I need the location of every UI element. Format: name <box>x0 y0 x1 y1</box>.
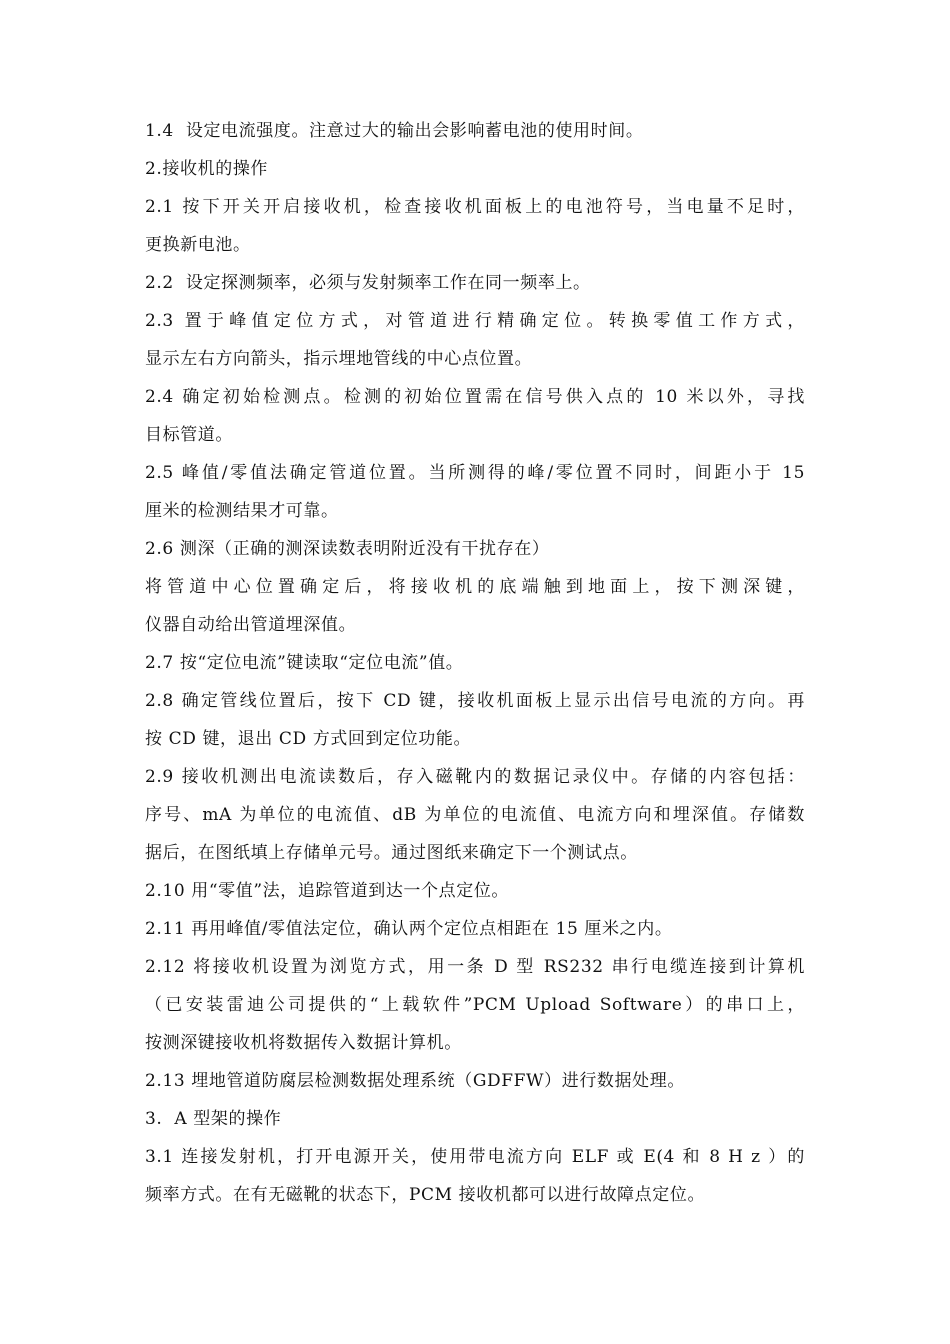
text-line: 据后，在图纸填上存储单元号。通过图纸来确定下一个测试点。 <box>145 843 638 863</box>
text-line: （已安装雷迪公司提供的“上载软件”PCM Upload Software）的串口上， <box>145 995 805 1015</box>
text-line: 厘米的检测结果才可靠。 <box>145 501 339 521</box>
text-line: 按测深键接收机将数据传入数据计算机。 <box>145 1033 462 1053</box>
text-line: 2.6 测深（正确的测深读数表明附近没有干扰存在） <box>145 539 550 559</box>
section-heading: 3. A 型架的操作 <box>145 1109 282 1129</box>
text-line: 2.8 确定管线位置后，按下 CD 键，接收机面板上显示出信号电流的方向。再 <box>145 691 805 711</box>
text-line: 2.4 确定初始检测点。检测的初始位置需在信号供入点的 10 米以外，寻找 <box>145 387 805 407</box>
text-line: 2.13 埋地管道防腐层检测数据处理系统（GDFFW）进行数据处理。 <box>145 1071 685 1091</box>
text-line: 更换新电池。 <box>145 235 251 255</box>
text-line: 显示左右方向箭头，指示埋地管线的中心点位置。 <box>145 349 533 369</box>
text-line: 目标管道。 <box>145 425 233 445</box>
text-line: 2.7 按“定位电流”键读取“定位电流”值。 <box>145 653 464 673</box>
text-line: 3.1 连接发射机，打开电源开关，使用带电流方向 ELF 或 E(4 和 8 H z ）的 <box>145 1147 805 1167</box>
text-line: 2.9 接收机测出电流读数后，存入磁靴内的数据记录仪中。存储的内容包括： <box>145 767 805 787</box>
text-line: 2.1 按下开关开启接收机，检查接收机面板上的电池符号，当电量不足时， <box>145 197 805 217</box>
text-line: 频率方式。在有无磁靴的状态下，PCM 接收机都可以进行故障点定位。 <box>145 1185 706 1205</box>
text-line: 将管道中心位置确定后，将接收机的底端触到地面上，按下测深键， <box>145 577 805 597</box>
text-line: 2.2 设定探测频率，必须与发射频率工作在同一频率上。 <box>145 273 591 293</box>
section-heading: 2.接收机的操作 <box>145 159 269 179</box>
text-line: 2.3 置于峰值定位方式，对管道进行精确定位。转换零值工作方式， <box>145 311 805 331</box>
text-line: 2.10 用“零值”法，追踪管道到达一个点定位。 <box>145 881 510 901</box>
text-line: 2.11 再用峰值/零值法定位，确认两个定位点相距在 15 厘米之内。 <box>145 919 673 939</box>
text-line: 2.5 峰值/零值法确定管道位置。当所测得的峰/零位置不同时，间距小于 15 <box>145 463 805 483</box>
text-line: 仪器自动给出管道埋深值。 <box>145 615 357 635</box>
text-line: 1.4 设定电流强度。注意过大的输出会影响蓄电池的使用时间。 <box>145 121 644 141</box>
text-line: 2.12 将接收机设置为浏览方式，用一条 D 型 RS232 串行电缆连接到计算机 <box>145 957 805 977</box>
text-line: 按 CD 键，退出 CD 方式回到定位功能。 <box>145 729 472 749</box>
text-line: 序号、mA 为单位的电流值、dB 为单位的电流值、电流方向和埋深值。存储数 <box>145 805 805 825</box>
